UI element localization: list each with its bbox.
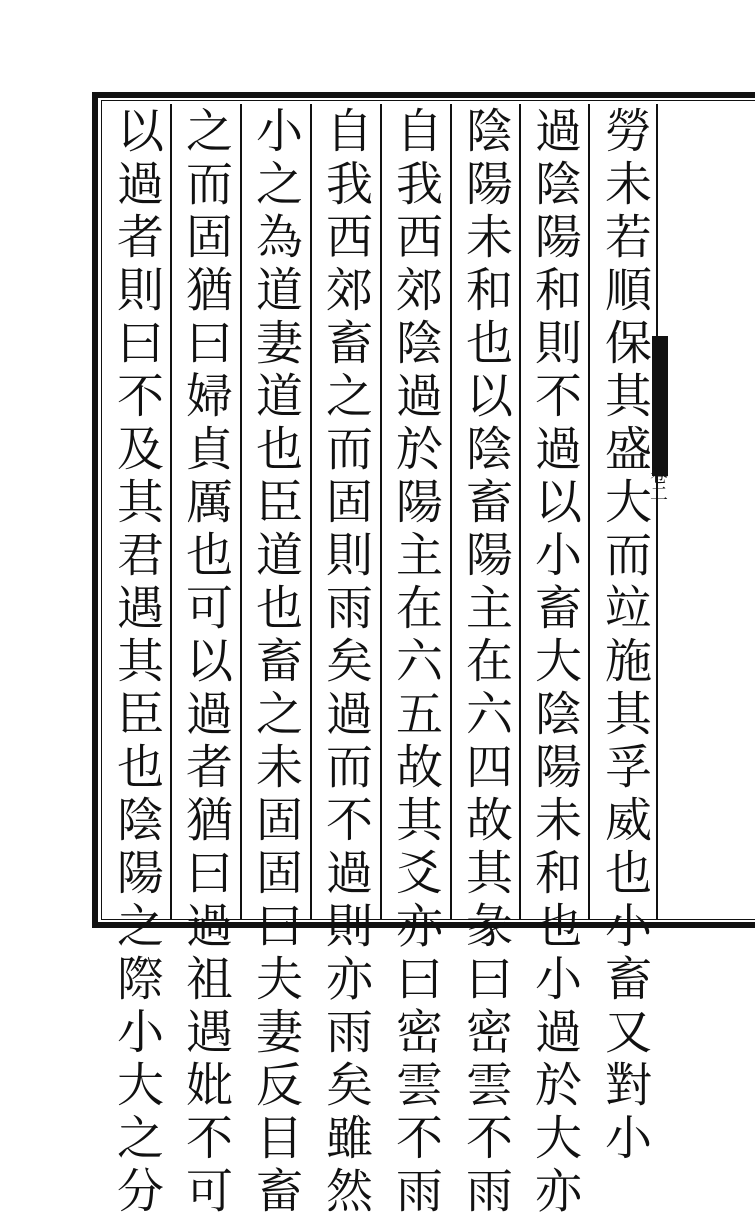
column-rule [450,104,452,920]
column-text: 陰陽未和也以陰畜陽主在六四故其彖曰密雲不雨 [458,106,513,1219]
column-rule [519,104,521,920]
text-column-5 [314,106,376,1219]
text-column-3 [454,106,516,1219]
column-rule [380,104,382,920]
text-column-4 [384,106,446,1219]
column-text: 自我西郊陰過於陽主在六五故其爻亦曰密雲不雨 [388,106,443,1219]
column-text: 以過者則曰不及其君遇其臣也陰陽之際小大之分 [109,106,164,1219]
text-column-8 [105,106,167,1219]
fold-margin-mark [642,106,672,918]
column-text: 勞未若順保其盛大而竝施其孚威也 [597,106,652,901]
column-rule [588,104,590,920]
volume-label: 卷二 [647,466,668,502]
column-rule [240,104,242,920]
text-column-7 [174,106,236,1219]
fish-tail-block [652,336,668,476]
column-text: 小之為道妻道也臣道也畜之未固固曰夫妻反目畜 [248,106,303,1219]
column-text: 自我西郊畜之而固則雨矣過而不過則亦雨矣雖然 [318,106,373,1219]
text-column-6 [244,106,306,1219]
column-text: 之而固猶曰婦貞厲也可以過者猶曰過祖遇妣不可 [178,106,233,1219]
column-rule [310,104,312,920]
column-rule [170,104,172,920]
text-column-2 [523,106,585,1219]
column-text-note: 小畜又對小 [597,901,652,1166]
column-text: 過陰陽和則不過以小畜大陰陽未和也小過於大亦 [527,106,582,1219]
